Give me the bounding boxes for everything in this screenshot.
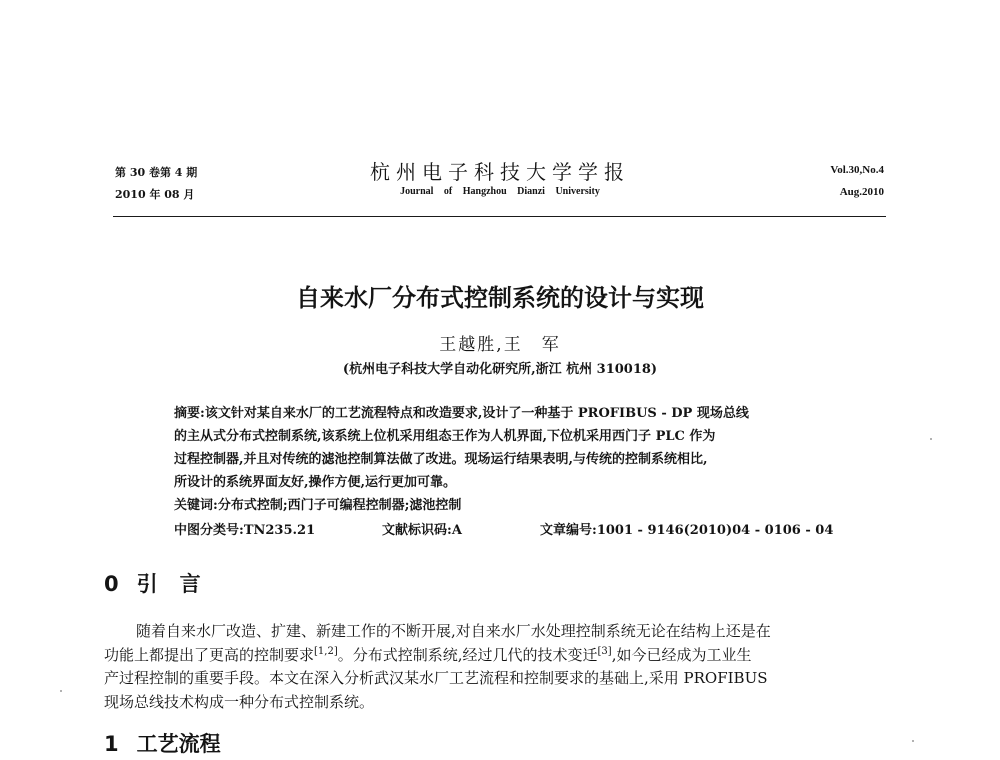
- journal-title-en: Journal of Hangzhou Dianzi University: [400, 186, 600, 197]
- article-number: [540, 519, 833, 538]
- section-heading-introduction: [104, 568, 223, 598]
- keywords-label: 关键词:: [174, 498, 218, 513]
- abstract-label: 摘要:: [174, 406, 205, 421]
- paragraph-line: [104, 644, 904, 668]
- citation-ref: [1,2]: [314, 645, 338, 657]
- doc-code-label: 文献标识码:: [382, 523, 452, 538]
- volume-issue-cn: 第 30 卷第 4 期: [115, 166, 198, 179]
- keywords-text: 分布式控制;西门子可编程控制器;滤池控制: [217, 498, 462, 513]
- scan-speck: [60, 690, 62, 692]
- text-run: 功能上都提出了更高的控制要求: [104, 645, 315, 664]
- section-number: 0: [104, 572, 119, 596]
- abstract-line: [174, 402, 834, 425]
- paper-authors: 王越胜,王 军: [439, 335, 561, 355]
- doc-code-value: A: [451, 523, 462, 538]
- section-number: 1: [104, 732, 119, 756]
- citation-ref: [3]: [597, 645, 612, 657]
- paragraph-line: 随着自来水厂改造、扩建、新建工作的不断开展,对自来水厂水处理控制系统无论在结构上还是在: [136, 622, 771, 640]
- article-no-value: 1001 - 9146(2010)04 - 0106 - 04: [596, 523, 834, 538]
- keywords-line: [174, 494, 834, 517]
- volume-issue-en: Vol.30,No.4: [830, 164, 884, 176]
- paper-title: 自来水厂分布式控制系统的设计与实现: [296, 284, 704, 312]
- publication-date-cn: 2010 年 08 月: [115, 188, 195, 201]
- section-title: 工艺流程: [136, 732, 221, 756]
- journal-title-cn: 杭州电子科技大学学报: [370, 160, 630, 184]
- document-code: [382, 519, 462, 538]
- author-affiliation: (杭州电子科技大学自动化研究所,浙江 杭州 310018): [342, 362, 658, 377]
- scan-speck: [930, 438, 932, 440]
- text-run: 。分布式控制系统,经过几代的技术变迁: [337, 645, 598, 664]
- abstract-line: 所设计的系统界面友好,操作方便,运行更加可靠。: [174, 475, 457, 490]
- section-heading-process-flow: [104, 728, 221, 758]
- abstract-line: 的主从式分布式控制系统,该系统上位机采用组态王作为人机界面,下位机采用西门子 PLC 作为: [174, 429, 716, 444]
- section-title: 引言: [136, 572, 223, 596]
- abstract: [174, 402, 834, 517]
- abstract-line: 过程控制器,并且对传统的滤池控制算法做了改进。现场运行结果表明,与传统的控制系统相比,: [174, 452, 708, 467]
- introduction-paragraph: [104, 620, 904, 714]
- article-no-label: 文章编号:: [540, 523, 597, 538]
- clc-label: 中图分类号:: [174, 523, 244, 538]
- text-run: ,如今已经成为工业生: [611, 645, 752, 664]
- header-rule: [113, 216, 886, 217]
- abstract-text: 该文针对某自来水厂的工艺流程特点和改造要求,设计了一种基于 PROFIBUS - DP 现场总线: [204, 406, 749, 421]
- paragraph-line: 产过程控制的重要手段。本文在深入分析武汉某水厂工艺流程和控制要求的基础上,采用 PROFIBUS: [104, 669, 768, 687]
- clc-number: [174, 519, 315, 538]
- publication-date-en: Aug.2010: [839, 186, 884, 198]
- paragraph-line: 现场总线技术构成一种分布式控制系统。: [104, 692, 375, 711]
- scan-speck: [912, 740, 914, 742]
- clc-value: TN235.21: [243, 523, 316, 538]
